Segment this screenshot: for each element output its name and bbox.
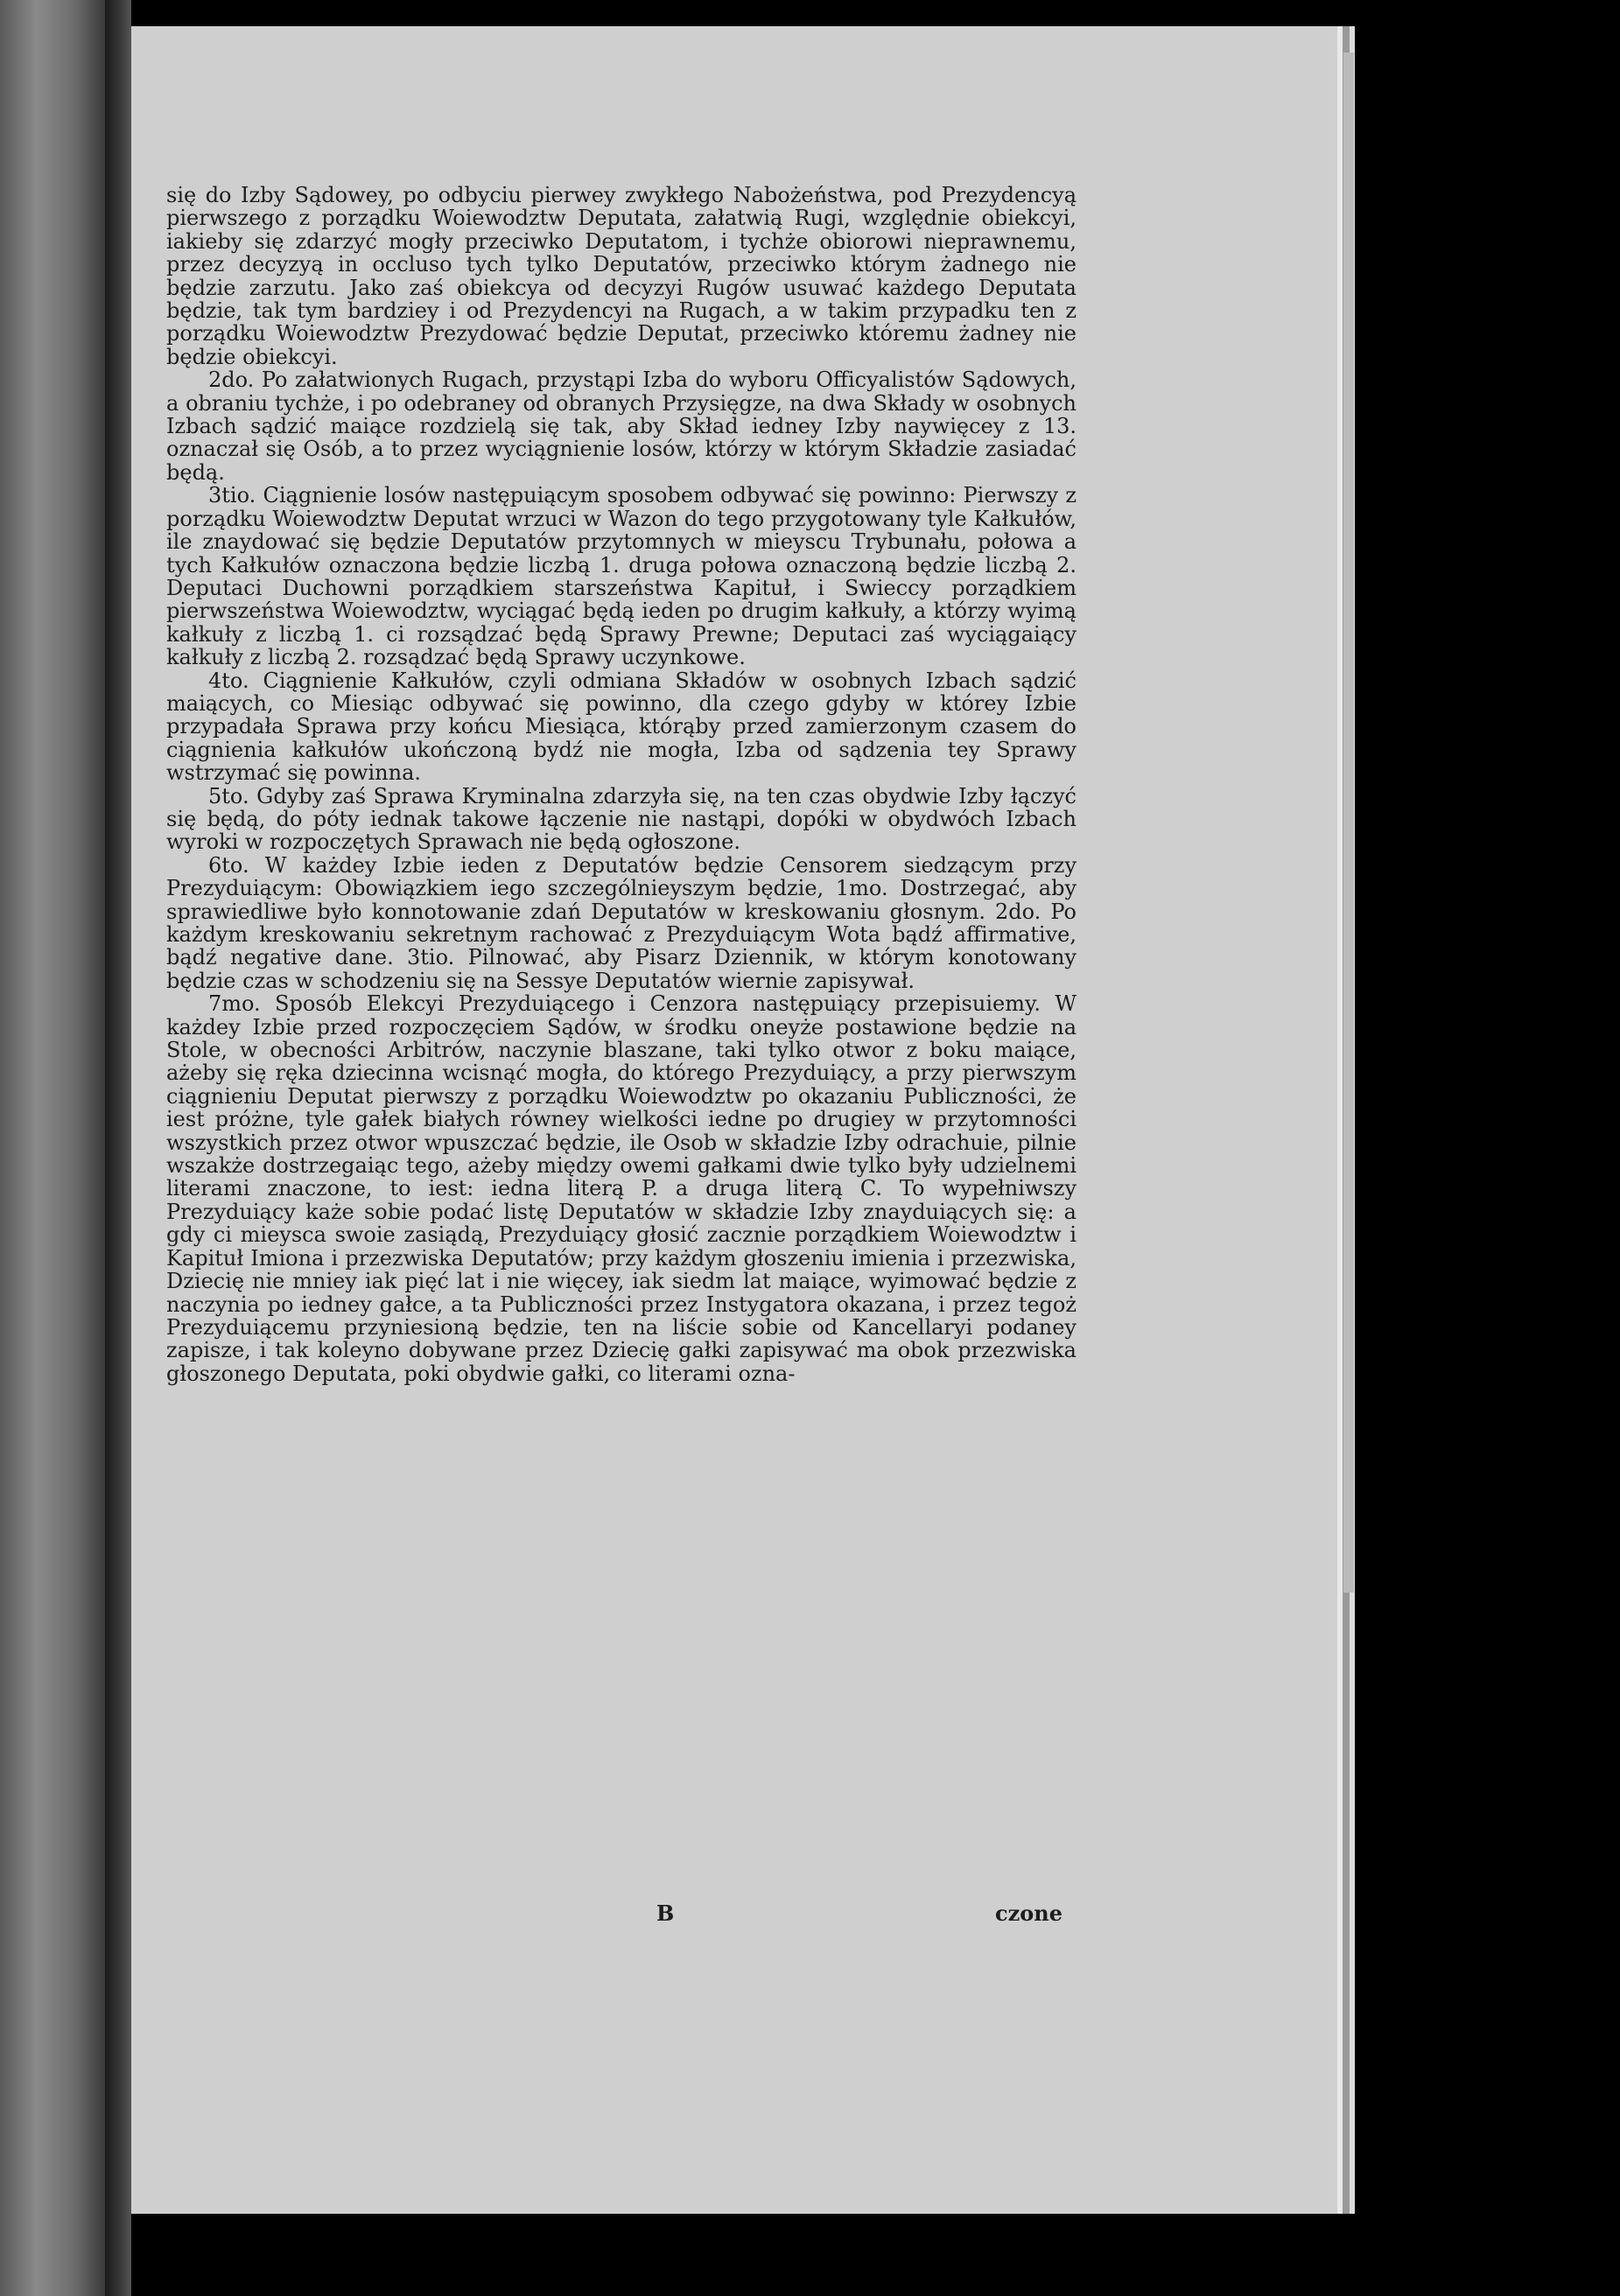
- page-fore-edge: [1343, 52, 1354, 1592]
- paragraph-2do: 2do. Po załatwionych Rugach, przystąpi Izba do wyboru Officyalistów Sądowych, a obraniu tychże, i po odebraney od obranych Przysięgze, na dwa Składy w osobnych Izbach sądzić maiące rozdzielą się tak, aby Skład iedney Izby naywięcey z 13. oznaczał się Osób, a to przez wyciągnienie losów, którzy w którym Składzie zasiadać będą.: [166, 368, 1076, 485]
- paragraph-7mo: 7mo. Sposób Elekcyi Prezyduiącego i Cenzora następuiący przepisuiemy. W każdey Izbie przed rozpoczęciem Sądów, w środku oneyże postawione będzie na Stole, w obecności Arbitrów, naczynie blaszane, taki tylko otwor z boku maiące, ażeby się ręka dziecinna wcisnąć mogła, do którego Prezyduiący, a przy pierwszym ciągnieniu Deputat pierwszy z porządku Woiewodztw po okazaniu Publiczności, że iest próżne, tyle gałek białych równey wielkości iedne po drugiey w przytomności wszystkich przez otwor wpuszczać będzie, ile Osob w składzie Izby odrachuie, pilnie wszakże dostrzegaiąc tego, ażeby między owemi gałkami dwie tylko były udzielnemi literami znaczone, to iest: iedna literą P. a druga literą C. To wypełniwszy Prezyduiący każe sobie podać listę Deputatów w składzie Izby znayduiących się: a gdy ci mieysca swoie zasiądą, Prezyduiący głosić zacznie porządkiem Woiewodztw i Kapituł Imiona i przezwiska Deputatów; przy każdym głoszeniu imienia i przezwiska, Dziecię nie mniey iak pięć lat i nie więcey, iak siedm lat maiące, wyimować będzie z naczynia po iedney gałce, a ta Publiczności przez Instygatora okazana, i przez tegoż Prezyduiącemu przyniesioną będzie, ten na liście sobie od Kancellaryi podaney zapisze, i tak koleyno dobywane przez Dziecię gałki zapisywać ma obok przezwiska głoszonego Deputata, poki obydwie gałki, co literami ozna-: [166, 991, 1076, 1386]
- facing-page-edge: [0, 0, 108, 2296]
- book-gutter: [105, 0, 131, 2296]
- page-text-block: [166, 184, 1076, 1385]
- signature-mark: B: [656, 1900, 675, 1926]
- page-footer: [166, 1900, 1076, 1930]
- paragraph-rugi: się do Izby Sądowey, po odbyciu pierwey zwykłego Nabożeństwa, pod Prezydencyą pierwszego z porządku Woiewodztw Deputata, załatwią Rugi, względnie obiekcyi, iakieby się zdarzyć mogły przeciwko Deputatom, i tychże obiorowi nieprawnemu, przez decyzyą in occluso tych tylko Deputatów, przeciwko którym żadnego nie będzie zarzutu. Jako zaś obiekcya od decyzyi Rugów usuwać każdego Deputata będzie, tak tym bardziey i od Prezydencyi na Rugach, a w takim przypadku ten z porządku Woiewodztw Prezydować będzie Deputat, przeciwko któremu żadney nie będzie obiekcyi.: [166, 183, 1076, 369]
- paragraph-4to: 4to. Ciągnienie Kałkułów, czyli odmiana Składów w osobnych Izbach sądzić maiących, co Miesiąc odbywać się powinno, dla czego gdyby w którey Izbie przypadała Sprawa przy końcu Miesiąca, którąby przed zamierzonym czasem do ciągnienia kałkułów ukończoną bydź nie mogła, Izba od sądzenia tey Sprawy wstrzymać się powinna.: [166, 668, 1076, 786]
- paragraph-5to: 5to. Gdyby zaś Sprawa Kryminalna zdarzyła się, na ten czas obydwie Izby łączyć się będą, do póty iednak takowe łączenie nie nastąpi, dopóki w obydwóch Izbach wyroki w rozpoczętych Sprawach nie będą ogłoszone.: [166, 783, 1076, 855]
- catchword: czone: [995, 1900, 1062, 1926]
- paragraph-3tio: 3tio. Ciągnienie losów następuiącym sposobem odbywać się powinno: Pierwszy z porządku Woiewodztw Deputat wrzuci w Wazon do tego przygotowany tyle Kałkułów, ile znaydować się będzie Deputatów przytomnych w mieyscu Trybunału, połowa a tych Kałkułów oznaczona będzie liczbą 1. druga połowa oznaczoną będzie liczbą 2. Deputaci Duchowni porządkiem starszeństwa Kapituł, i Swieccy porządkiem pierwszeństwa Woiewodztw, wyciągać będą ieden po drugim kałkuły, a którzy wyimą kałkuły z liczbą 1. ci rozsądzać będą Sprawy Prewne; Deputaci zaś wyciągaiący kałkuły z liczbą 2. rozsądzać będą Sprawy uczynkowe.: [166, 483, 1076, 670]
- paragraph-6to: 6to. W każdey Izbie ieden z Deputatów będzie Censorem siedzącym przy Prezyduiącym: Obowiązkiem iego szczególnieyszym będzie, 1mo. Dostrzegać, aby sprawiedliwe było konnotowanie zdań Deputatów w kreskowaniu głosnym. 2do. Po każdym kreskowaniu sekretnym rachować z Prezyduiącym Wota bądź affirmative, bądź negative dane. 3tio. Pilnować, aby Pisarz Dziennik, w którym konotowany będzie czas w schodzeniu się na Sessye Deputatów wiernie zapisywał.: [166, 852, 1076, 993]
